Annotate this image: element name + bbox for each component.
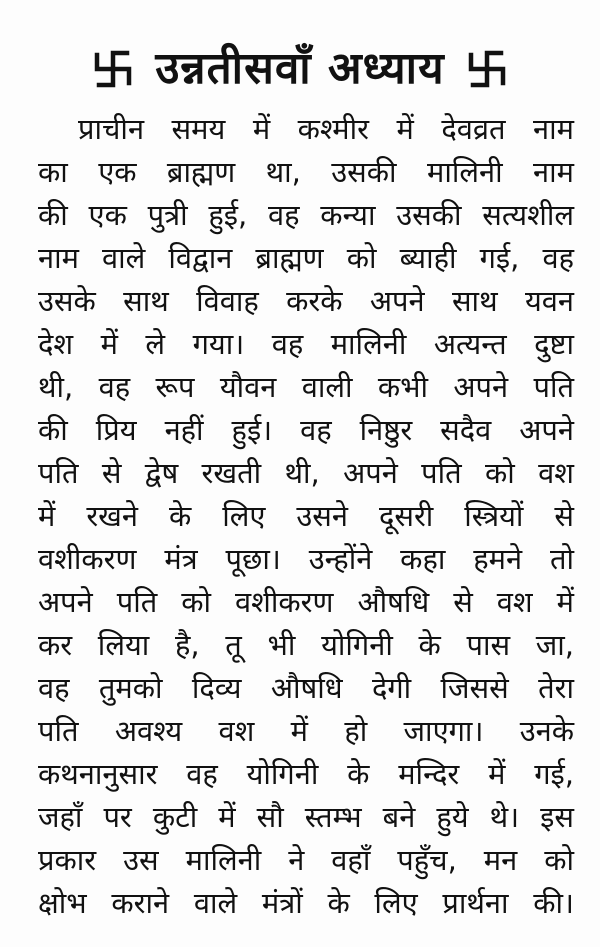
text-line: प्राचीन समय में कश्मीर में देवव्रत नाम bbox=[78, 112, 574, 146]
text-line: थी, वह रूप यौवन वाली कभी अपने पति bbox=[38, 370, 574, 404]
text-line: प्रकार उस मालिनी ने वहाँ पहुँच, मन को bbox=[38, 843, 574, 877]
text-line: वशीकरण मंत्र पूछा। उन्होंने कहा हमने तो bbox=[38, 542, 574, 576]
text-line: का एक ब्राह्मण था, उसकी मालिनी नाम bbox=[38, 155, 574, 189]
text-line: कथनानुसार वह योगिनी के मन्दिर में गई, bbox=[38, 757, 574, 791]
text-line: पति अवश्य वश में हो जाएगा। उनके bbox=[38, 714, 574, 748]
chapter-heading bbox=[0, 38, 600, 100]
text-line: नाम वाले विद्वान ब्राह्मण को ब्याही गई, वह bbox=[38, 241, 574, 275]
text-line: में रखने के लिए उसने दूसरी स्त्रियों से bbox=[38, 499, 574, 533]
text-line: जहाँ पर कुटी में सौ स्तम्भ बने हुये थे। इस bbox=[38, 800, 574, 834]
text-line: क्षोभ कराने वाले मंत्रों के लिए प्रार्थना की। bbox=[38, 886, 574, 920]
text-line: वह तुमको दिव्य औषधि देगी जिससे तेरा bbox=[38, 671, 574, 705]
swastika-icon bbox=[467, 49, 507, 89]
text-line: की प्रिय नहीं हुई। वह निष्ठुर सदैव अपने bbox=[38, 413, 574, 447]
chapter-title: उन्नतीसवाँ अध्याय bbox=[155, 43, 445, 94]
text-line: पति से द्वेष रखती थी, अपने पति को वश bbox=[38, 456, 574, 490]
text-line: कर लिया है, तू भी योगिनी के पास जा, bbox=[38, 628, 574, 662]
text-line: की एक पुत्री हुई, वह कन्या उसकी सत्यशील bbox=[38, 198, 574, 232]
swastika-icon bbox=[93, 49, 133, 89]
text-line: देश में ले गया। वह मालिनी अत्यन्त दुष्टा bbox=[38, 327, 574, 361]
chapter-text bbox=[38, 108, 574, 925]
text-line: उसके साथ विवाह करके अपने साथ यवन bbox=[38, 284, 574, 318]
text-line: अपने पति को वशीकरण औषधि से वश में bbox=[38, 585, 574, 619]
